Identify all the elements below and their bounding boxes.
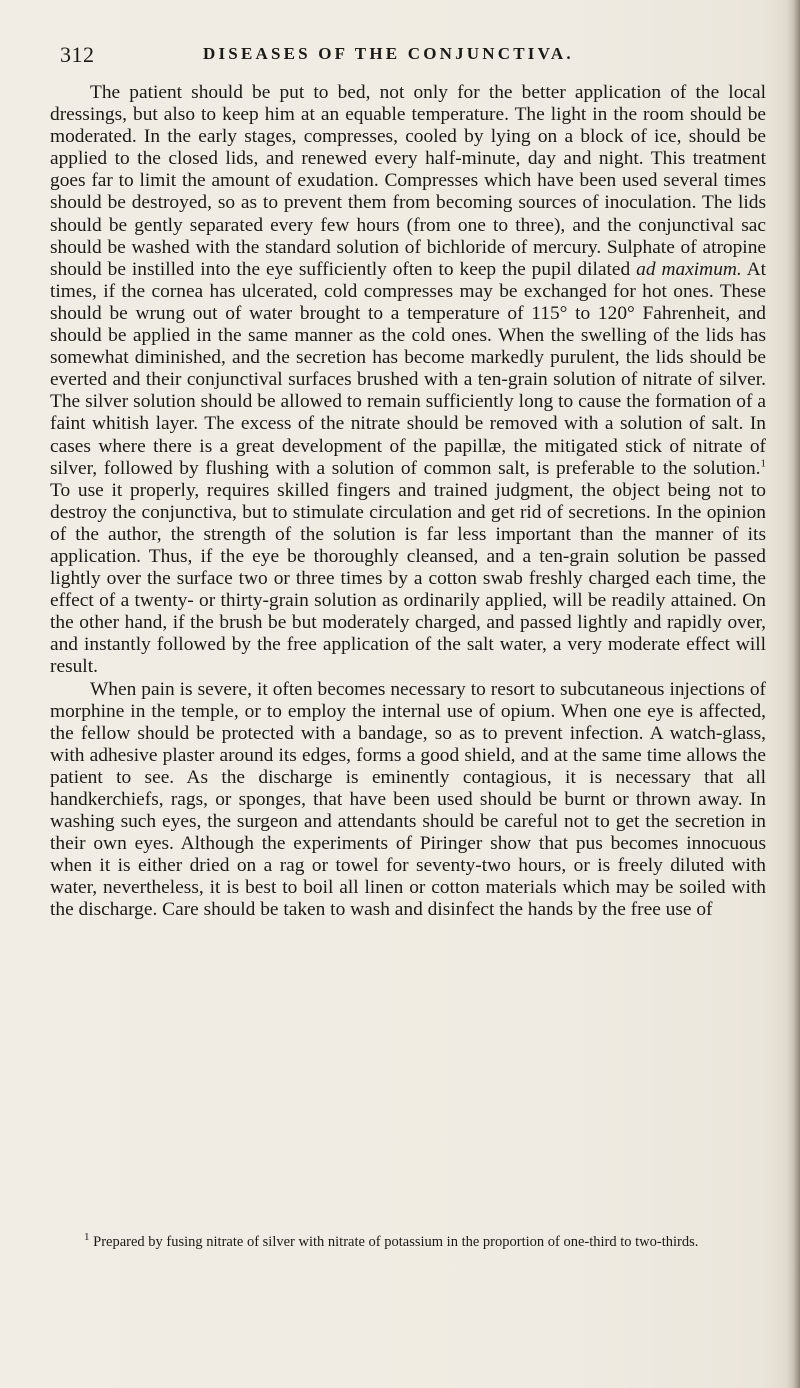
footnote <box>52 1231 764 1250</box>
paragraph-pain: When pain is severe, it often becomes necessary to resort to subcutaneous injections of morphine in the temple, or to employ the internal use of opium. When one eye is affected, the fellow should be protected with a bandage, so as to prevent infection. A watch-glass, with adhesive plaster around its edges, forms a good shield, and at the same time allows the patient to see. As the discharge is eminently contagious, it is necessary that all handkerchiefs, rags, or sponges, that have been used should be burnt or thrown away. In washing such eyes, the surgeon and attendants should be careful not to get the secretion in their own eyes. Although the experiments of Piringer show that pus becomes innocuous when it is either dried on a rag or towel for seventy-two hours, or is freely diluted with water, nevertheless, it is best to boil all linen or cotton materials which may be soiled with the discharge. Care should be taken to wash and disinfect the hands by the free use of <box>50 678 766 921</box>
paragraph-treatment-text-2: At times, if the cornea has ulcerated, cold compresses may be exchanged for hot ones. These should be wrung out of water brought to a temperature of 115° to 120° Fahrenheit, and should be applied in the same manner as the cold ones. When the swelling of the lids has somewhat diminished, and the secretion has become markedly purulent, the lids should be everted and their conjunctival surfaces brushed with a ten-grain solution of nitrate of silver. The silver solution should be allowed to remain sufficiently long to cause the formation of a faint whitish layer. The excess of the nitrate should be removed with a solution of salt. In cases where there is a great development of the papillæ, the mitigated stick of nitrate of silver, followed by flushing with a solution of common salt, is preferable to the solution. <box>50 258 767 479</box>
paragraph-treatment-text-1: The patient should be put to bed, not only for the better application of the local dressings, but also to keep him at an equable temperature. The light in the room should be moderated. In the early stages, compresses, cooled by lying on a block of ice, should be applied to the closed lids, and renewed every half-minute, day and night. This treatment goes far to limit the amount of exudation. Compresses which have been used several times should be destroyed, so as to prevent them from becoming sources of inoculation. The lids should be gently separated every few hours (from one to three), and the conjunctival sac should be washed with the standard solution of bichloride of mercury. Sulphate of atropine should be instilled into the eye sufficiently often to keep the pupil dilated <box>50 82 766 280</box>
footnote-text: Prepared by fusing nitrate of silver with nitrate of potassium in the proportion of one-third to two-thirds. <box>89 1234 699 1250</box>
running-head: DISEASES OF THE CONJUNCTIVA. <box>203 44 574 63</box>
paragraph-treatment-text-3: To use it properly, requires skilled fingers and trained judgment, the object being not to destroy the conjunctiva, but to stimulate circulation and get rid of secretions. In the opinion of the author, the strength of the solution is far less important than the manner of its application. Thus, if the eye be thoroughly cleansed, and a ten-grain solution be passed lightly over the surface two or three times by a cotton swab freshly charged each time, the effect of a twenty- or thirty-grain solution as ordinarily applied, will be readily attained. On the other hand, if the brush be but moderately charged, and passed lightly and rapidly over, and instantly followed by the free application of the salt water, a very moderate effect will result. <box>50 479 766 678</box>
italic-phrase: ad maximum. <box>636 258 742 280</box>
footnote-reference: 1 <box>760 457 766 470</box>
paragraph-treatment <box>50 82 766 679</box>
body-text <box>50 82 766 922</box>
page-number: 312 <box>60 42 95 67</box>
footnote-marker: 1 <box>84 1231 90 1244</box>
page-edge-shadow <box>786 0 800 1388</box>
page-header <box>60 42 760 72</box>
